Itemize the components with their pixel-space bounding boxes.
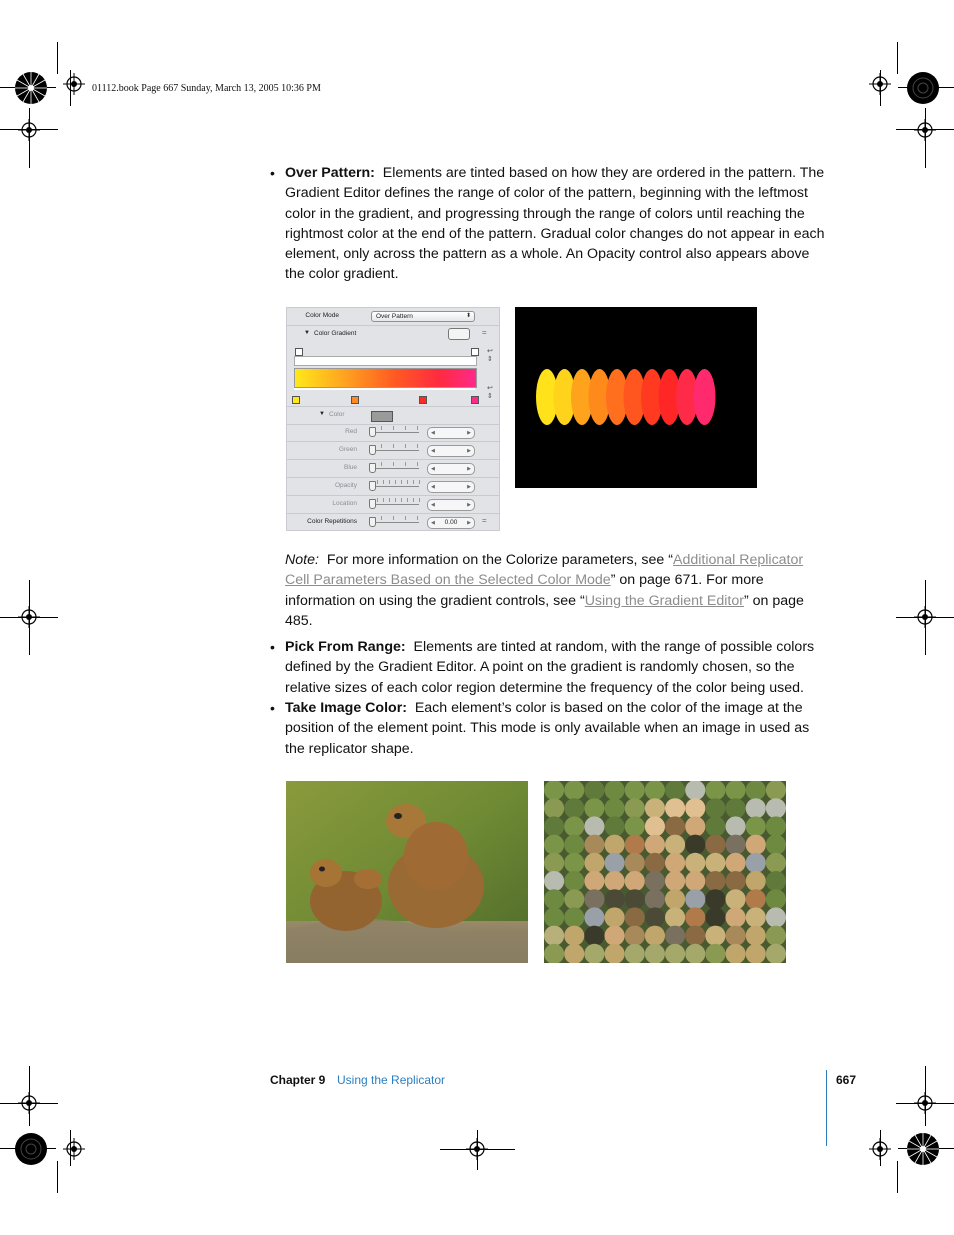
location-row [287, 496, 499, 514]
mosaic-cell [705, 926, 725, 946]
note-label: Note: [285, 552, 319, 568]
green-row [287, 442, 499, 460]
mosaic-cell [665, 907, 685, 927]
mosaic-cell [544, 853, 564, 873]
registration-mark-icon [869, 1138, 891, 1160]
print-slug: 01112.book Page 667 Sunday, March 13, 2005 10:36 PM [92, 83, 321, 94]
mosaic-cell [685, 926, 705, 946]
opacity-row [287, 478, 499, 496]
starburst-target-icon [906, 71, 940, 105]
mosaic-cell [665, 871, 685, 891]
registration-mark-icon [914, 606, 936, 628]
mosaic-cell [605, 907, 625, 927]
note-text: For more information on the Colorize parameters, see “ [326, 552, 673, 568]
mosaic-cell [645, 889, 665, 909]
tinted-ovals [515, 307, 757, 488]
mosaic-cell [705, 816, 725, 836]
slider-knob[interactable] [369, 517, 376, 527]
registration-mark-icon [914, 1092, 936, 1114]
color-repetitions-row [287, 514, 499, 531]
mosaic-cell [564, 889, 584, 909]
bullet-marker: • [270, 639, 275, 655]
mosaic-cell [665, 835, 685, 855]
mosaic-cell [766, 816, 786, 836]
gradient-track [294, 388, 475, 390]
bullet-pick-from-range [285, 637, 830, 698]
bullet-term: Pick From Range: [285, 639, 406, 655]
mosaic-cell [645, 871, 665, 891]
mosaic-cell [605, 853, 625, 873]
bullet-text: Elements are tinted based on how they are ordered in the pattern. The Gradient Editor defines the range of color of the pattern, beginning with the leftmost color in the gradient, and progressing through the range of colors until reaching the rightmost color at the end of the pattern. Gradual color changes do not appear in each element, only across the pattern as a whole. An Opacity control also appears above the color gradient. [285, 165, 825, 283]
bullet-term: Over Pattern: [285, 165, 375, 181]
mosaic-cell [625, 816, 645, 836]
color-repetitions-value-field[interactable]: ◀ 0.00 ▶ [427, 517, 475, 529]
registration-mark-icon [63, 73, 85, 95]
green-value-field[interactable]: ◀ ▶ [427, 445, 475, 457]
mosaic-cell [705, 835, 725, 855]
mosaic-cell [766, 926, 786, 946]
blue-slider[interactable] [371, 468, 419, 469]
opacity-slider[interactable] [371, 486, 419, 487]
mosaic-cell [544, 798, 564, 818]
mosaic-cell [766, 798, 786, 818]
mosaic-cell [544, 871, 564, 891]
registration-mark-icon [18, 119, 40, 141]
mosaic-cell [645, 853, 665, 873]
opacity-label: Opacity [334, 482, 357, 489]
color-row [287, 406, 499, 425]
bullet-text: Each element’s color is based on the color of the image at the position of the element point. This mode is only available when an image in used as the replicator shape. [285, 700, 810, 757]
opacity-bar[interactable] [294, 356, 477, 366]
popup-arrows-icon: ⬍ [465, 313, 471, 319]
starburst-target-icon [14, 71, 48, 105]
mosaic-cell [665, 853, 685, 873]
blue-row [287, 460, 499, 478]
footer-chapter: Chapter 9 [270, 1073, 326, 1087]
mosaic-cell [544, 816, 564, 836]
mosaic-cell [685, 816, 705, 836]
mosaic-cell [564, 816, 584, 836]
registration-mark-icon [914, 119, 936, 141]
animation-menu-icon[interactable]: = [482, 516, 487, 525]
location-label: Location [332, 500, 357, 507]
over-pattern-render [515, 307, 757, 488]
red-slider[interactable] [371, 432, 419, 433]
mosaic-cell [766, 871, 786, 891]
blue-value-field[interactable]: ◀ ▶ [427, 463, 475, 475]
disclosure-triangle-icon[interactable]: ▼ [304, 330, 310, 336]
animation-menu-icon[interactable]: = [482, 328, 487, 337]
mosaic-cell [746, 907, 766, 927]
mosaic-cell [605, 816, 625, 836]
blue-label: Blue [343, 464, 357, 471]
mosaic-cell [665, 816, 685, 836]
mosaic-cell [625, 871, 645, 891]
mosaic-cell [584, 926, 604, 946]
gradient-controls-icon[interactable]: ↩ ⇕ [487, 385, 493, 400]
color-mode-label: Color Mode [305, 312, 339, 319]
mosaic-cell [665, 889, 685, 909]
mosaic-cell [605, 798, 625, 818]
mosaic-cell [746, 835, 766, 855]
mosaic-cell [564, 853, 584, 873]
note-text: ” on page 485. [285, 592, 804, 629]
mosaic-cell [584, 798, 604, 818]
registration-mark-icon [466, 1138, 488, 1160]
color-gradient-bar[interactable] [294, 368, 477, 388]
bullet-marker: • [270, 165, 275, 181]
mosaic-cell [726, 889, 746, 909]
mosaic-cell [645, 798, 665, 818]
mosaic-cell [685, 835, 705, 855]
mosaic-cell [544, 926, 564, 946]
red-label: Red [345, 428, 357, 435]
location-value-field[interactable]: ◀ ▶ [427, 499, 475, 511]
slider-knob[interactable] [369, 499, 376, 509]
mosaic-cell [544, 907, 564, 927]
registration-mark-icon [18, 1092, 40, 1114]
gradient-preset-popup[interactable] [448, 328, 470, 340]
color-mode-row [287, 308, 499, 326]
mosaic-cell [584, 889, 604, 909]
tinted-oval [694, 369, 716, 425]
xref-link-color-mode[interactable]: Additional Replicator Cell Parameters Based on the Selected Color Mode [285, 552, 804, 589]
mosaic-cell [564, 871, 584, 891]
mosaic-cell [705, 853, 725, 873]
mosaic-cell [564, 926, 584, 946]
mosaic-cell [605, 889, 625, 909]
note-paragraph [285, 550, 830, 631]
mosaic-cell [746, 798, 766, 818]
mosaic-cell [685, 871, 705, 891]
mosaic-cell [605, 871, 625, 891]
mosaic-cell [746, 871, 766, 891]
mosaic-cell [584, 853, 604, 873]
color-repetitions-value: 0.00 [444, 519, 458, 526]
mosaic-cell [544, 835, 564, 855]
mosaic-cell [766, 907, 786, 927]
mosaic-cell [726, 853, 746, 873]
colorize-inspector-panel [286, 307, 500, 531]
mosaic-cell [766, 889, 786, 909]
red-row [287, 424, 499, 442]
xref-link-gradient-editor[interactable]: Using the Gradient Editor [584, 592, 744, 609]
color-well[interactable] [371, 411, 393, 422]
mosaic-cell [746, 816, 766, 836]
color-mode-popup[interactable] [371, 311, 475, 322]
prairie-dogs-photo [286, 781, 528, 963]
take-image-color-mosaic [544, 781, 786, 963]
starburst-target-icon [906, 1132, 940, 1166]
registration-mark-icon [63, 1138, 85, 1160]
mosaic-cell [584, 816, 604, 836]
mosaic-cell [665, 926, 685, 946]
opacity-controls-icon[interactable]: ↩ ⇕ [487, 348, 493, 363]
mosaic-cell [645, 835, 665, 855]
mosaic-cell [564, 835, 584, 855]
color-gradient-row [287, 326, 499, 343]
mosaic-cell [705, 889, 725, 909]
bullet-term: Take Image Color: [285, 700, 407, 716]
color-gradient-label: Color Gradient [314, 330, 357, 337]
location-slider[interactable] [371, 504, 419, 505]
mosaic-cell [605, 926, 625, 946]
mosaic-cell [705, 871, 725, 891]
color-repetitions-slider[interactable] [371, 522, 419, 523]
green-label: Green [338, 446, 357, 453]
starburst-target-icon [14, 1132, 48, 1166]
opacity-tag-right[interactable] [471, 348, 479, 356]
color-repetitions-label: Color Repetitions [307, 518, 357, 525]
mosaic-cell [685, 853, 705, 873]
mosaic-cell [645, 816, 665, 836]
opacity-value-field[interactable]: ◀ ▶ [427, 481, 475, 493]
mosaic-cell [665, 798, 685, 818]
mosaic-cell [584, 907, 604, 927]
color-mode-value: Over Pattern [376, 313, 413, 320]
color-tag-orange[interactable] [351, 396, 359, 404]
mosaic-cell [746, 853, 766, 873]
mosaic-cell [544, 889, 564, 909]
mosaic-cell [746, 889, 766, 909]
footer-page-number: 667 [836, 1073, 857, 1087]
slider-knob[interactable] [369, 427, 376, 437]
footer-chapter-title[interactable]: Using the Replicator [337, 1073, 446, 1087]
mosaic-cell [726, 835, 746, 855]
mosaic-cell [645, 907, 665, 927]
slider-knob[interactable] [369, 463, 376, 473]
footer-rule [826, 1070, 827, 1146]
mosaic-cell [625, 835, 645, 855]
mosaic-cell [726, 926, 746, 946]
slider-knob[interactable] [369, 445, 376, 455]
mosaic-cell [564, 798, 584, 818]
mosaic-cell [564, 907, 584, 927]
mosaic-cell [625, 907, 645, 927]
mosaic-cell [625, 889, 645, 909]
mosaic-cell [766, 853, 786, 873]
note-text: ” on page 671. For more information on using the gradient controls, see “ [285, 572, 764, 609]
registration-mark-icon [18, 606, 40, 628]
mosaic-cell [625, 798, 645, 818]
mosaic-cell [726, 798, 746, 818]
mosaic-cell [726, 907, 746, 927]
mosaic-cell [766, 835, 786, 855]
mosaic-cell [685, 907, 705, 927]
mosaic-cell [605, 835, 625, 855]
green-slider[interactable] [371, 450, 419, 451]
red-value-field[interactable]: ◀ ▶ [427, 427, 475, 439]
registration-mark-icon [869, 73, 891, 95]
mosaic-cell [746, 926, 766, 946]
color-tag-red[interactable] [419, 396, 427, 404]
mosaic-cell [584, 835, 604, 855]
color-tag-yellow[interactable] [292, 396, 300, 404]
mosaic-cell [705, 907, 725, 927]
mosaic-cell [685, 889, 705, 909]
mosaic-cell [625, 853, 645, 873]
mosaic-cell [625, 926, 645, 946]
mosaic-cell [726, 816, 746, 836]
color-tag-pink[interactable] [471, 396, 479, 404]
mosaic-cell [645, 926, 665, 946]
disclosure-triangle-icon[interactable]: ▼ [319, 411, 325, 417]
mosaic-cell [584, 871, 604, 891]
mosaic-cell [726, 871, 746, 891]
bullet-take-image-color [285, 698, 830, 759]
color-label: Color [329, 411, 345, 418]
bullet-text: Elements are tinted at random, with the range of possible colors defined by the Gradient Editor. A point on the gradient is randomly chosen, so the relative sizes of each color region determine the frequency of the color being used. [285, 639, 815, 696]
bullet-marker: • [270, 700, 275, 716]
slider-knob[interactable] [369, 481, 376, 491]
mosaic-cell [705, 798, 725, 818]
opacity-tag-left[interactable] [295, 348, 303, 356]
mosaic-cell [685, 798, 705, 818]
bullet-over-pattern [285, 163, 830, 285]
